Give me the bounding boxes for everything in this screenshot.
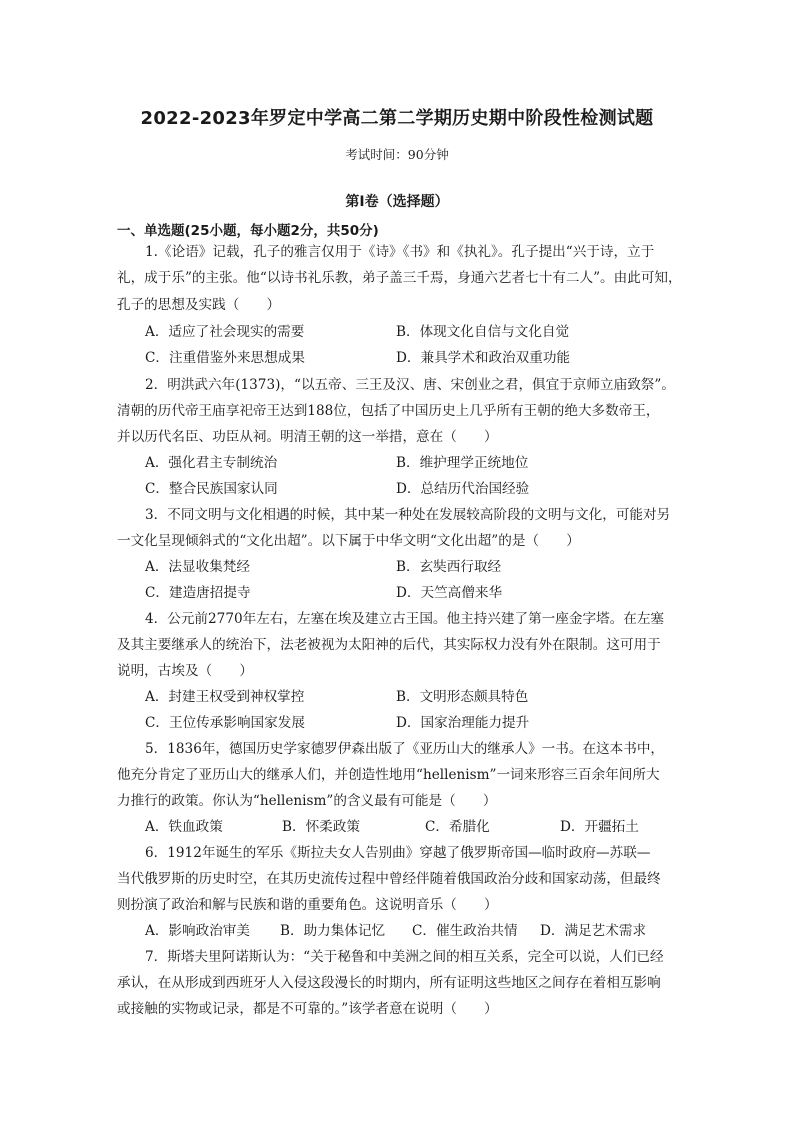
- question-1-option-d[interactable]: D．兼具学术和政治双重功能: [396, 350, 571, 366]
- question-5-line-3: 力推行的政策。你认为“hellenism”的含义最有可能是（ ）: [117, 793, 497, 809]
- question-5-option-a[interactable]: A．铁血政策: [145, 819, 223, 835]
- question-3-option-a[interactable]: A．法显收集梵经: [145, 559, 250, 575]
- question-4-option-b[interactable]: B．文明形态颇具特色: [396, 689, 529, 705]
- question-2-line-2: 清朝的历代帝王庙享祀帝王达到188位，包括了中国历史上几乎所有王朝的绝大多数帝王，: [117, 403, 660, 419]
- question-1-line-3: 孔子的思想及实践（ ）: [117, 297, 281, 313]
- exam-duration: 考试时间：90分钟: [345, 147, 449, 162]
- question-1-option-a[interactable]: A．适应了社会现实的需要: [145, 324, 305, 340]
- question-5-option-b[interactable]: B．怀柔政策: [282, 819, 360, 835]
- question-2-option-a[interactable]: A．强化君主专制统治: [145, 455, 278, 471]
- question-4-option-c[interactable]: C．王位传承影响国家发展: [145, 715, 305, 731]
- question-6-option-b[interactable]: B．助力集体记忆: [280, 923, 386, 939]
- section-heading: 一、单选题(25小题，每小题2分，共50分): [117, 223, 379, 239]
- question-7-line-2: 承认，在从形成到西班牙人入侵这段漫长的时期内，所有证明这些地区之间存在着相互影响: [117, 975, 661, 991]
- question-5-line-2: 他充分肯定了亚历山大的继承人们，并创造性地用“hellenism”一词来形容三百余年间所大: [117, 767, 660, 783]
- question-4-line-3: 说明，古埃及（ ）: [117, 663, 253, 679]
- question-6-line-2: 当代俄罗斯的历史时空，在其历史流传过程中曾经伴随着俄国政治分歧和国家动荡，但最终: [117, 871, 661, 887]
- question-1-option-c[interactable]: C．注重借鉴外来思想成果: [145, 350, 305, 366]
- question-3-option-b[interactable]: B．玄奘西行取经: [396, 559, 502, 575]
- question-3-option-d[interactable]: D．天竺高僧来华: [396, 585, 503, 601]
- question-2-option-b[interactable]: B．维护理学正统地位: [396, 455, 529, 471]
- exam-title: 2022-2023年罗定中学高二第二学期历史期中阶段性检测试题: [140, 108, 654, 129]
- question-6-line-1: 6．1912年诞生的军乐《斯拉夫女人告别曲》穿越了俄罗斯帝国—临时政府—苏联—: [145, 845, 651, 861]
- question-6-line-3: 则扮演了政治和解与民族和谐的重要角色。这说明音乐（ ）: [117, 897, 498, 913]
- question-1-line-1: 1.《论语》记载，孔子的雅言仅用于《诗》《书》和《执礼》。孔子提出“兴于诗，立于: [145, 244, 655, 260]
- question-5-option-c[interactable]: C．希腊化: [425, 819, 490, 835]
- question-5-line-1: 5．1836年，德国历史学家德罗伊森出版了《亚历山大的继承人》一书。在这本书中，: [145, 741, 665, 757]
- question-5-option-d[interactable]: D．开疆拓土: [560, 819, 639, 835]
- question-3-option-c[interactable]: C．建造唐招提寺: [145, 585, 251, 601]
- question-4-option-d[interactable]: D．国家治理能力提升: [396, 715, 530, 731]
- question-2-line-3: 并以历代名臣、功臣从祠。明清王朝的这一举措，意在（ ）: [117, 429, 498, 445]
- question-3-line-2: 一文化呈现倾斜式的“文化出超”。以下属于中华文明“文化出超”的是（ ）: [117, 533, 580, 549]
- question-6-option-a[interactable]: A．影响政治审美: [145, 923, 250, 939]
- question-6-option-c[interactable]: C．催生政治共情: [412, 923, 518, 939]
- question-4-option-a[interactable]: A．封建王权受到神权掌控: [145, 689, 305, 705]
- question-2-line-1: 2．明洪武六年(1373)，“以五帝、三王及汉、唐、宋创业之君，俱宜于京师立庙致祭”。: [145, 377, 675, 393]
- question-2-option-d[interactable]: D．总结历代治国经验: [396, 481, 530, 497]
- question-1-line-2: 礼，成于乐”的主张。他“以诗书礼乐教，弟子盖三千焉，身通六艺者七十有二人”。由此可知，: [117, 270, 682, 286]
- question-7-line-3: 或接触的实物或记录，都是不可靠的。”该学者意在说明（ ）: [117, 1001, 498, 1017]
- question-2-option-c[interactable]: C．整合民族国家认同: [145, 481, 278, 497]
- question-3-line-1: 3．不同文明与文化相遇的时候，其中某一种处在发展较高阶段的文明与文化，可能对另: [145, 507, 671, 523]
- volume-heading: 第Ⅰ卷（选择题）: [345, 194, 449, 210]
- question-7-line-1: 7．斯塔夫里阿诺斯认为：“关于秘鲁和中美洲之间的相互关系，完全可以说，人们已经: [145, 949, 664, 965]
- question-4-line-1: 4．公元前2770年左右，左塞在埃及建立古王国。他主持兴建了第一座金字塔。在左塞: [145, 611, 665, 627]
- question-4-line-2: 及其主要继承人的统治下，法老被视为太阳神的后代，其实际权力没有外在限制。这可用于: [117, 637, 661, 653]
- question-6-option-d[interactable]: D．满足艺术需求: [540, 923, 647, 939]
- question-1-option-b[interactable]: B．体现文化自信与文化自觉: [396, 324, 570, 340]
